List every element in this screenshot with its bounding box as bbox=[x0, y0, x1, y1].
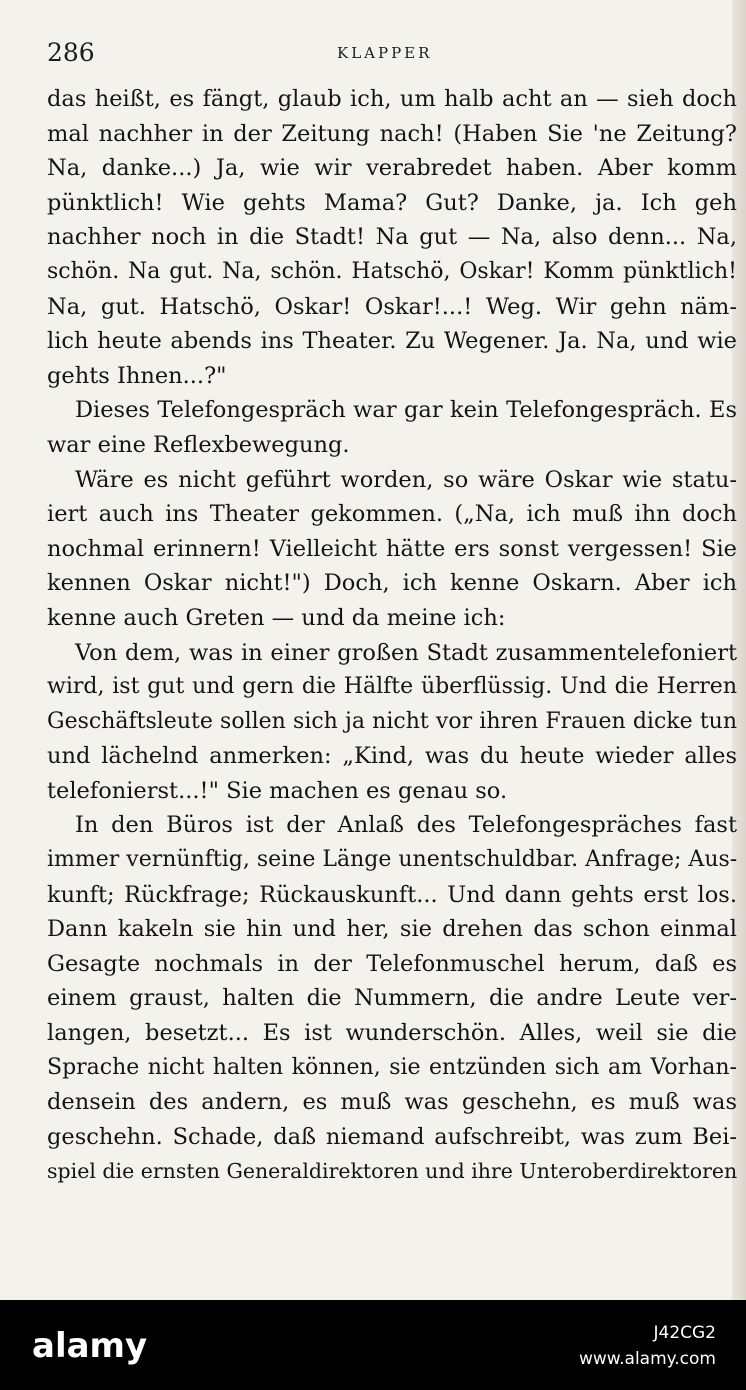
text-line: war eine Reflexbewegung. bbox=[47, 431, 350, 458]
text-line: gehts Ihnen...?" bbox=[47, 362, 227, 389]
text-line: Na, gut. Hatschö, Oskar! Oskar!...! Weg. Wir gehn näm- bbox=[47, 293, 737, 320]
text-line: Dieses Telefongespräch war gar kein Telefongespräch. Es bbox=[75, 397, 737, 424]
text-line: wird, ist gut und gern die Hälfte überflüssig. Und die Herren bbox=[47, 674, 737, 700]
text-line: telefonierst...!" Sie machen es genau so. bbox=[47, 777, 508, 804]
text-line: spiel die ernsten Generaldirektoren und ihre Unteroberdirektoren bbox=[47, 1159, 737, 1184]
body-text bbox=[47, 82, 737, 1189]
page-header bbox=[47, 38, 727, 68]
text-line: immer vernünftig, seine Länge unentschuldbar. Anfrage; Aus- bbox=[47, 847, 737, 873]
text-line: Gesagte nochmals in der Telefonmuschel herum, daß es bbox=[47, 950, 737, 977]
text-line: mal nachher in der Zeitung nach! (Haben Sie 'ne Zeitung? bbox=[47, 120, 737, 147]
text-line: kunft; Rückfrage; Rückauskunft... Und dann gehts erst los. bbox=[47, 881, 737, 908]
text-line: kennen Oskar nicht!") Doch, ich kenne Oskarn. Aber ich bbox=[47, 570, 737, 597]
running-head: KLAPPER bbox=[337, 44, 433, 62]
text-line: nachher noch in die Stadt! Na gut — Na, also denn... Na, bbox=[47, 224, 737, 251]
text-line: Wäre es nicht geführt worden, so wäre Oskar wie statu- bbox=[75, 466, 737, 493]
text-line: pünktlich! Wie gehts Mama? Gut? Danke, ja. Ich geh bbox=[47, 189, 737, 216]
text-line: einem graust, halten die Nummern, die andre Leute ver- bbox=[47, 985, 737, 1012]
text-line: das heißt, es fängt, glaub ich, um halb acht an — sieh doch bbox=[47, 86, 737, 112]
text-line: densein des andern, es muß was geschehn, es muß was bbox=[47, 1089, 737, 1116]
text-line: Dann kakeln sie hin und her, sie drehen das schon einmal bbox=[47, 916, 737, 943]
footer-url: www.alamy.com bbox=[578, 1349, 716, 1369]
text-line: und lächelnd anmerken: „Kind, was du heute wieder alles bbox=[47, 743, 737, 770]
text-line: kenne auch Greten — und da meine ich: bbox=[47, 604, 506, 631]
text-line: geschehn. Schade, daß niemand aufschreibt, was zum Bei- bbox=[47, 1123, 737, 1150]
stock-photo-footer bbox=[0, 1300, 746, 1390]
text-line: Sprache nicht halten können, sie entzünden sich am Vorhan- bbox=[47, 1054, 737, 1080]
text-line: Na, danke...) Ja, wie wir verabredet haben. Aber komm bbox=[47, 155, 737, 182]
image-id: J42CG2 bbox=[653, 1323, 716, 1343]
text-line: Geschäftsleute sollen sich ja nicht vor ihren Frauen dicke tun bbox=[47, 708, 737, 734]
text-line: langen, besetzt... Es ist wunderschön. Alles, weil sie die bbox=[47, 1020, 737, 1047]
page-number: 286 bbox=[47, 38, 95, 67]
text-line: nochmal erinnern! Vielleicht hätte ers sonst vergessen! Sie bbox=[47, 535, 737, 562]
alamy-logo: alamy bbox=[32, 1326, 148, 1366]
text-line: lich heute abends ins Theater. Zu Wegener. Ja. Na, und wie bbox=[47, 328, 737, 355]
text-line: iert auch ins Theater gekommen. („Na, ich muß ihn doch bbox=[47, 501, 737, 528]
text-line: schön. Na gut. Na, schön. Hatschö, Oskar! Komm pünktlich! bbox=[47, 258, 737, 284]
text-line: Von dem, was in einer großen Stadt zusammentelefoniert bbox=[75, 639, 737, 666]
text-line: In den Büros ist der Anlaß des Telefongespräches fast bbox=[75, 812, 737, 839]
